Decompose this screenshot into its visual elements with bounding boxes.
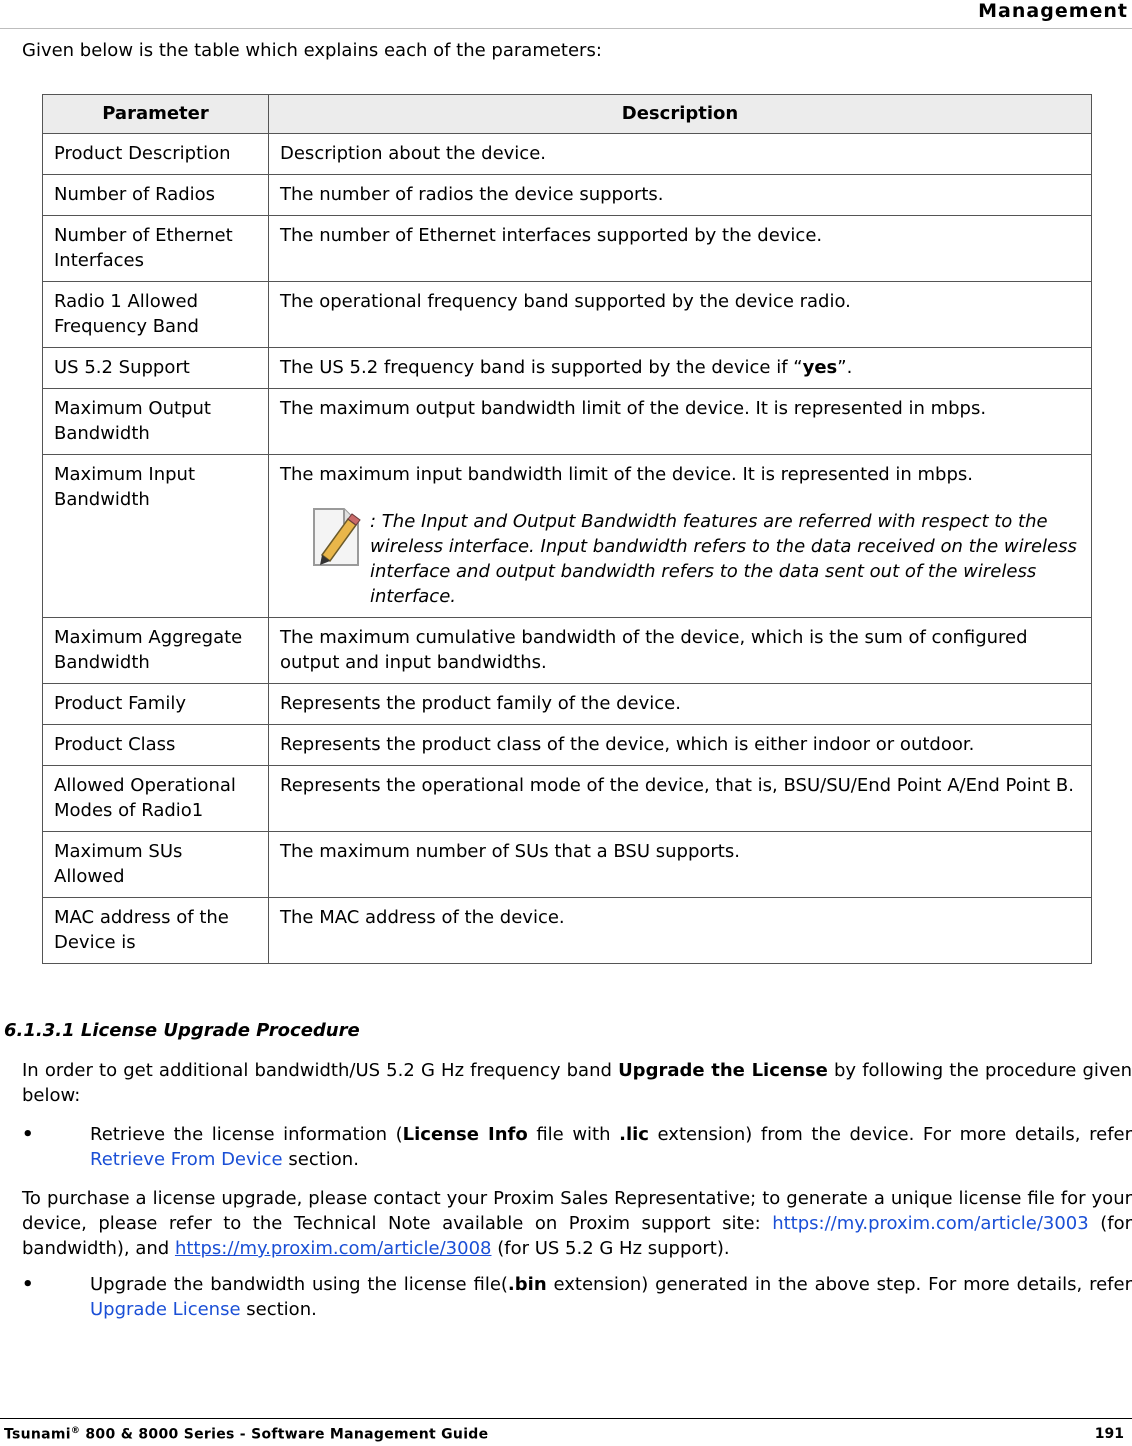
retrieve-from-device-link[interactable]: Retrieve From Device [90, 1149, 283, 1170]
note-block [280, 505, 1080, 609]
param-cell: Maximum Aggregate Bandwidth [43, 618, 269, 684]
footer-registered-mark: ® [70, 1426, 81, 1436]
footer-guide-name: 800 & 8000 Series - Software Management Guide [80, 1426, 489, 1443]
desc-bold-yes: yes [802, 357, 838, 378]
bullet-glyph: • [22, 1274, 34, 1295]
desc-text-end: ”. [837, 357, 853, 378]
desc-cell: Represents the operational mode of the device, that is, BSU/SU/End Point A/End Point B. [269, 766, 1092, 832]
header-divider [0, 28, 1132, 29]
b1-text-mid2: extension) from the device. For more details, refer [648, 1124, 1132, 1145]
param-cell: Radio 1 Allowed Frequency Band [43, 282, 269, 348]
param-cell: Number of Ethernet Interfaces [43, 216, 269, 282]
footer-divider [0, 1418, 1132, 1419]
table-header-row [43, 95, 1092, 134]
b1-bold-license-info: License Info [402, 1124, 528, 1145]
param-cell: Number of Radios [43, 175, 269, 216]
b2-text-end: section. [240, 1299, 317, 1320]
param-cell: MAC address of the Device is [43, 898, 269, 964]
table-row [43, 175, 1092, 216]
section-heading: 6.1.3.1 License Upgrade Procedure [4, 1020, 360, 1041]
desc-cell: The MAC address of the device. [269, 898, 1092, 964]
desc-cell: Represents the product family of the device. [269, 684, 1092, 725]
section-paragraph-1 [22, 1058, 1132, 1108]
desc-cell: Description about the device. [269, 134, 1092, 175]
list-item [22, 1272, 1132, 1322]
b2-text-mid: extension) generated in the above step. For more details, refer [546, 1274, 1132, 1295]
param-cell: Product Class [43, 725, 269, 766]
b1-bold-lic: .lic [619, 1124, 649, 1145]
desc-cell [269, 348, 1092, 389]
b1-text-end: section. [282, 1149, 359, 1170]
param-cell: Maximum SUs Allowed [43, 832, 269, 898]
p2-text: To purchase a license upgrade, please contact your Proxim Sales Representative; to generate a unique license file for your device, please refer to the Technical Note available on Proxim support site: [22, 1188, 1132, 1234]
table-row [43, 684, 1092, 725]
parameter-column-header: Parameter [43, 95, 269, 134]
param-cell: Product Family [43, 684, 269, 725]
table-row [43, 134, 1092, 175]
p2-text-mid: (for bandwidth), and [22, 1213, 1132, 1259]
bullet-glyph: • [22, 1124, 34, 1145]
footer-guide-title [4, 1426, 488, 1443]
table-row [43, 832, 1092, 898]
desc-cell: The number of Ethernet interfaces supported by the device. [269, 216, 1092, 282]
table-row [43, 898, 1092, 964]
proxim-article-3008-link[interactable]: https://my.proxim.com/article/3008 [174, 1238, 492, 1259]
param-cell: Maximum Input Bandwidth [43, 455, 269, 618]
page-header-title: Management [978, 0, 1128, 22]
p1-bold: Upgrade the License [618, 1060, 828, 1081]
param-cell: Allowed Operational Modes of Radio1 [43, 766, 269, 832]
desc-text: The US 5.2 frequency band is supported by the device if “ [280, 357, 803, 378]
intro-text: Given below is the table which explains each of the parameters: [22, 40, 602, 61]
desc-cell: The operational frequency band supported by the device radio. [269, 282, 1092, 348]
desc-cell: The maximum number of SUs that a BSU supports. [269, 832, 1092, 898]
proxim-article-3003-link[interactable]: https://my.proxim.com/article/3003 [772, 1213, 1089, 1234]
desc-cell: The maximum cumulative bandwidth of the device, which is the sum of configured output and input bandwidths. [269, 618, 1092, 684]
list-item [22, 1122, 1132, 1172]
b1-text-mid: file with [527, 1124, 620, 1145]
section-paragraph-2 [22, 1186, 1132, 1261]
page-number: 191 [1094, 1426, 1124, 1442]
b1-text: Retrieve the license information ( [90, 1124, 403, 1145]
desc-cell [269, 455, 1092, 618]
desc-cell: The number of radios the device supports. [269, 175, 1092, 216]
param-cell: Product Description [43, 134, 269, 175]
table-row [43, 766, 1092, 832]
bullet-text [90, 1122, 1132, 1172]
param-cell: Maximum Output Bandwidth [43, 389, 269, 455]
table-row [43, 348, 1092, 389]
parameters-table [42, 94, 1092, 964]
p1-text-end: by following the procedure given below: [22, 1060, 1132, 1106]
b2-text: Upgrade the bandwidth using the license file( [90, 1274, 508, 1295]
note-text: : The Input and Output Bandwidth features are referred with respect to the wireless interface. Input bandwidth refers to the data received on the wireless interface and output bandwidth refers to the data sent out of the wireless interface. [370, 511, 1077, 607]
table-row [43, 455, 1092, 618]
table-row [43, 618, 1092, 684]
note-pencil-icon [304, 505, 364, 569]
upgrade-license-link[interactable]: Upgrade License [90, 1299, 241, 1320]
desc-text: The maximum input bandwidth limit of the device. It is represented in mbps. [280, 464, 974, 485]
footer-product: Tsunami [4, 1426, 71, 1443]
description-column-header: Description [269, 95, 1092, 134]
bullet-text [90, 1272, 1132, 1322]
desc-cell: Represents the product class of the device, which is either indoor or outdoor. [269, 725, 1092, 766]
desc-cell: The maximum output bandwidth limit of the device. It is represented in mbps. [269, 389, 1092, 455]
table-row [43, 725, 1092, 766]
p2-text-end: (for US 5.2 G Hz support). [491, 1238, 730, 1259]
table-row [43, 389, 1092, 455]
param-cell: US 5.2 Support [43, 348, 269, 389]
p1-text: In order to get additional bandwidth/US 5.2 G Hz frequency band [22, 1060, 619, 1081]
b2-bold-bin: .bin [507, 1274, 547, 1295]
table-row [43, 216, 1092, 282]
table-row [43, 282, 1092, 348]
